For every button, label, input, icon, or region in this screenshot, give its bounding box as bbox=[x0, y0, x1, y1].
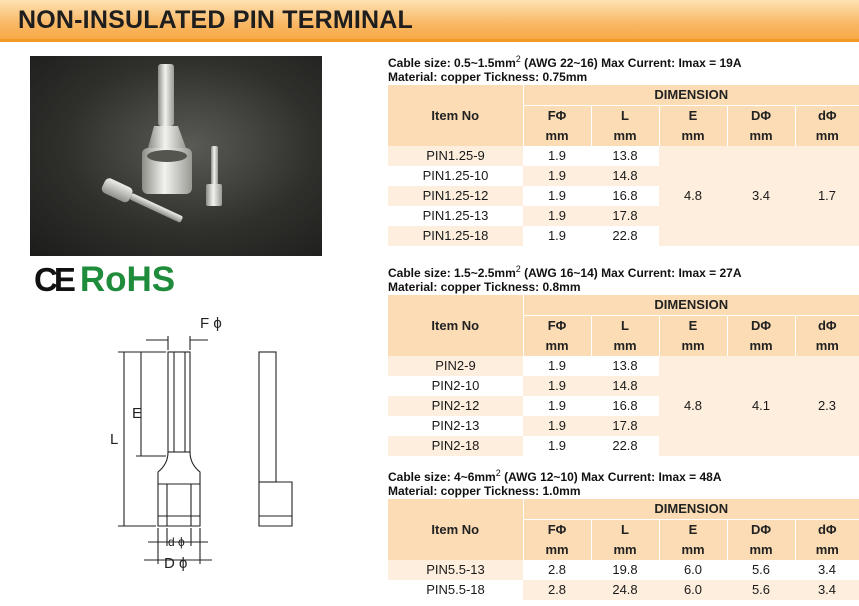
unit: mm bbox=[727, 336, 795, 356]
cell-l: 17.8 bbox=[591, 416, 659, 436]
cell-dd-shared: 1.7 bbox=[795, 146, 859, 246]
title-rule bbox=[0, 39, 859, 42]
spec-line-material: Material: copper Tickness: 1.0mm bbox=[388, 484, 581, 498]
dimension-header: DIMENSION bbox=[523, 499, 859, 520]
item-no: PIN2-10 bbox=[388, 376, 523, 396]
col-d: DΦ bbox=[727, 316, 795, 337]
rohs-mark: RoHS bbox=[79, 260, 176, 299]
table-row bbox=[388, 560, 859, 580]
item-no: PIN1.25-9 bbox=[388, 146, 523, 166]
spec-line-cable: Cable size: $0.5\sim 1.5mm^2$ (AWG 22~16) Max Current: Imax = 19A bbox=[388, 54, 742, 70]
cell-l: 14.8 bbox=[591, 166, 659, 186]
table-row bbox=[388, 146, 859, 166]
cell-dd: 3.4 bbox=[795, 560, 859, 580]
spec-section-3 bbox=[388, 466, 859, 600]
dimension-table-1 bbox=[388, 85, 859, 246]
col-e: E bbox=[659, 520, 727, 541]
unit: mm bbox=[727, 126, 795, 146]
dimension-header: DIMENSION bbox=[523, 295, 859, 316]
cell-l: 19.8 bbox=[591, 560, 659, 580]
cell-f: 1.9 bbox=[523, 356, 591, 376]
dim-label-l: L bbox=[110, 431, 119, 448]
cell-l: 16.8 bbox=[591, 396, 659, 416]
cell-e-shared: 4.8 bbox=[659, 146, 727, 246]
col-f: FΦ bbox=[523, 520, 591, 541]
cell-f: 1.9 bbox=[523, 166, 591, 186]
dimension-table-3 bbox=[388, 499, 859, 600]
table-row bbox=[388, 356, 859, 376]
spec-section-1 bbox=[388, 52, 859, 246]
unit: mm bbox=[591, 540, 659, 560]
col-item-header: Item No bbox=[388, 295, 523, 356]
unit: mm bbox=[523, 126, 591, 146]
cell-l: 17.8 bbox=[591, 206, 659, 226]
item-no: PIN2-9 bbox=[388, 356, 523, 376]
cell-f: 2.8 bbox=[523, 580, 591, 600]
item-no: PIN1.25-12 bbox=[388, 186, 523, 206]
col-e: E bbox=[659, 106, 727, 127]
spec-line-cable: Cable size: $1.5\sim 2.5mm^2$ (AWG 16~14) Max Current: Imax = 27A bbox=[388, 264, 742, 280]
col-item-header: Item No bbox=[388, 499, 523, 560]
cell-f: 2.8 bbox=[523, 560, 591, 580]
item-no: PIN2-13 bbox=[388, 416, 523, 436]
ce-mark: CE bbox=[34, 261, 72, 298]
cell-l: 14.8 bbox=[591, 376, 659, 396]
unit: mm bbox=[659, 126, 727, 146]
cell-l: 24.8 bbox=[591, 580, 659, 600]
cell-f: 1.9 bbox=[523, 146, 591, 166]
cell-f: 1.9 bbox=[523, 206, 591, 226]
cell-l: 16.8 bbox=[591, 186, 659, 206]
cell-f: 1.9 bbox=[523, 186, 591, 206]
col-item-header: Item No bbox=[388, 85, 523, 146]
col-l: L bbox=[591, 520, 659, 541]
cell-e: 6.0 bbox=[659, 580, 727, 600]
col-f: FΦ bbox=[523, 106, 591, 127]
cell-l: 22.8 bbox=[591, 436, 659, 456]
unit: mm bbox=[727, 540, 795, 560]
page-title: NON-INSULATED PIN TERMINAL bbox=[18, 6, 413, 34]
unit: mm bbox=[795, 336, 859, 356]
item-no: PIN2-18 bbox=[388, 436, 523, 456]
dim-label-d-small: d ϕ bbox=[168, 535, 185, 549]
title-bar bbox=[0, 0, 859, 42]
unit: mm bbox=[659, 540, 727, 560]
cell-d-shared: 3.4 bbox=[727, 146, 795, 246]
cell-e-shared: 4.8 bbox=[659, 356, 727, 456]
cell-l: 13.8 bbox=[591, 146, 659, 166]
unit: mm bbox=[591, 336, 659, 356]
cell-dd-shared: 2.3 bbox=[795, 356, 859, 456]
spec-line-material: Material: copper Tickness: 0.75mm bbox=[388, 70, 588, 84]
unit: mm bbox=[523, 540, 591, 560]
cell-f: 1.9 bbox=[523, 416, 591, 436]
col-e: E bbox=[659, 316, 727, 337]
item-no: PIN5.5-18 bbox=[388, 580, 523, 600]
unit: mm bbox=[795, 540, 859, 560]
unit: mm bbox=[795, 126, 859, 146]
technical-drawing bbox=[96, 306, 346, 576]
dimension-table-2 bbox=[388, 295, 859, 456]
cell-dd: 3.4 bbox=[795, 580, 859, 600]
col-f: FΦ bbox=[523, 316, 591, 337]
item-no: PIN1.25-13 bbox=[388, 206, 523, 226]
cell-f: 1.9 bbox=[523, 226, 591, 246]
cell-l: 13.8 bbox=[591, 356, 659, 376]
col-d: DΦ bbox=[727, 106, 795, 127]
spec-line-cable: Cable size: $4\sim 6mm^2$ (AWG 12~10) Max Current: Imax = 48A bbox=[388, 468, 722, 484]
cell-f: 1.9 bbox=[523, 376, 591, 396]
item-no: PIN2-12 bbox=[388, 396, 523, 416]
table-row bbox=[388, 580, 859, 600]
col-l: L bbox=[591, 106, 659, 127]
cell-d-shared: 4.1 bbox=[727, 356, 795, 456]
item-no: PIN1.25-18 bbox=[388, 226, 523, 246]
unit: mm bbox=[591, 126, 659, 146]
item-no: PIN5.5-13 bbox=[388, 560, 523, 580]
col-dd: dΦ bbox=[795, 520, 859, 541]
cell-d: 5.6 bbox=[727, 560, 795, 580]
col-dd: dΦ bbox=[795, 316, 859, 337]
cell-e: 6.0 bbox=[659, 560, 727, 580]
dim-label-f: F ϕ bbox=[200, 315, 222, 332]
unit: mm bbox=[523, 336, 591, 356]
cell-f: 1.9 bbox=[523, 396, 591, 416]
cell-f: 1.9 bbox=[523, 436, 591, 456]
col-d: DΦ bbox=[727, 520, 795, 541]
spec-line-material: Material: copper Tickness: 0.8mm bbox=[388, 280, 581, 294]
col-l: L bbox=[591, 316, 659, 337]
dim-label-d-big: D ϕ bbox=[164, 555, 188, 572]
spec-section-2 bbox=[388, 262, 859, 456]
certification-marks bbox=[34, 260, 175, 300]
dim-label-e: E bbox=[132, 405, 143, 422]
item-no: PIN1.25-10 bbox=[388, 166, 523, 186]
dimension-header: DIMENSION bbox=[523, 85, 859, 106]
col-dd: dΦ bbox=[795, 106, 859, 127]
unit: mm bbox=[659, 336, 727, 356]
pin-terminals-illustration bbox=[30, 56, 322, 256]
cell-l: 22.8 bbox=[591, 226, 659, 246]
cell-d: 5.6 bbox=[727, 580, 795, 600]
product-photo bbox=[30, 56, 322, 256]
